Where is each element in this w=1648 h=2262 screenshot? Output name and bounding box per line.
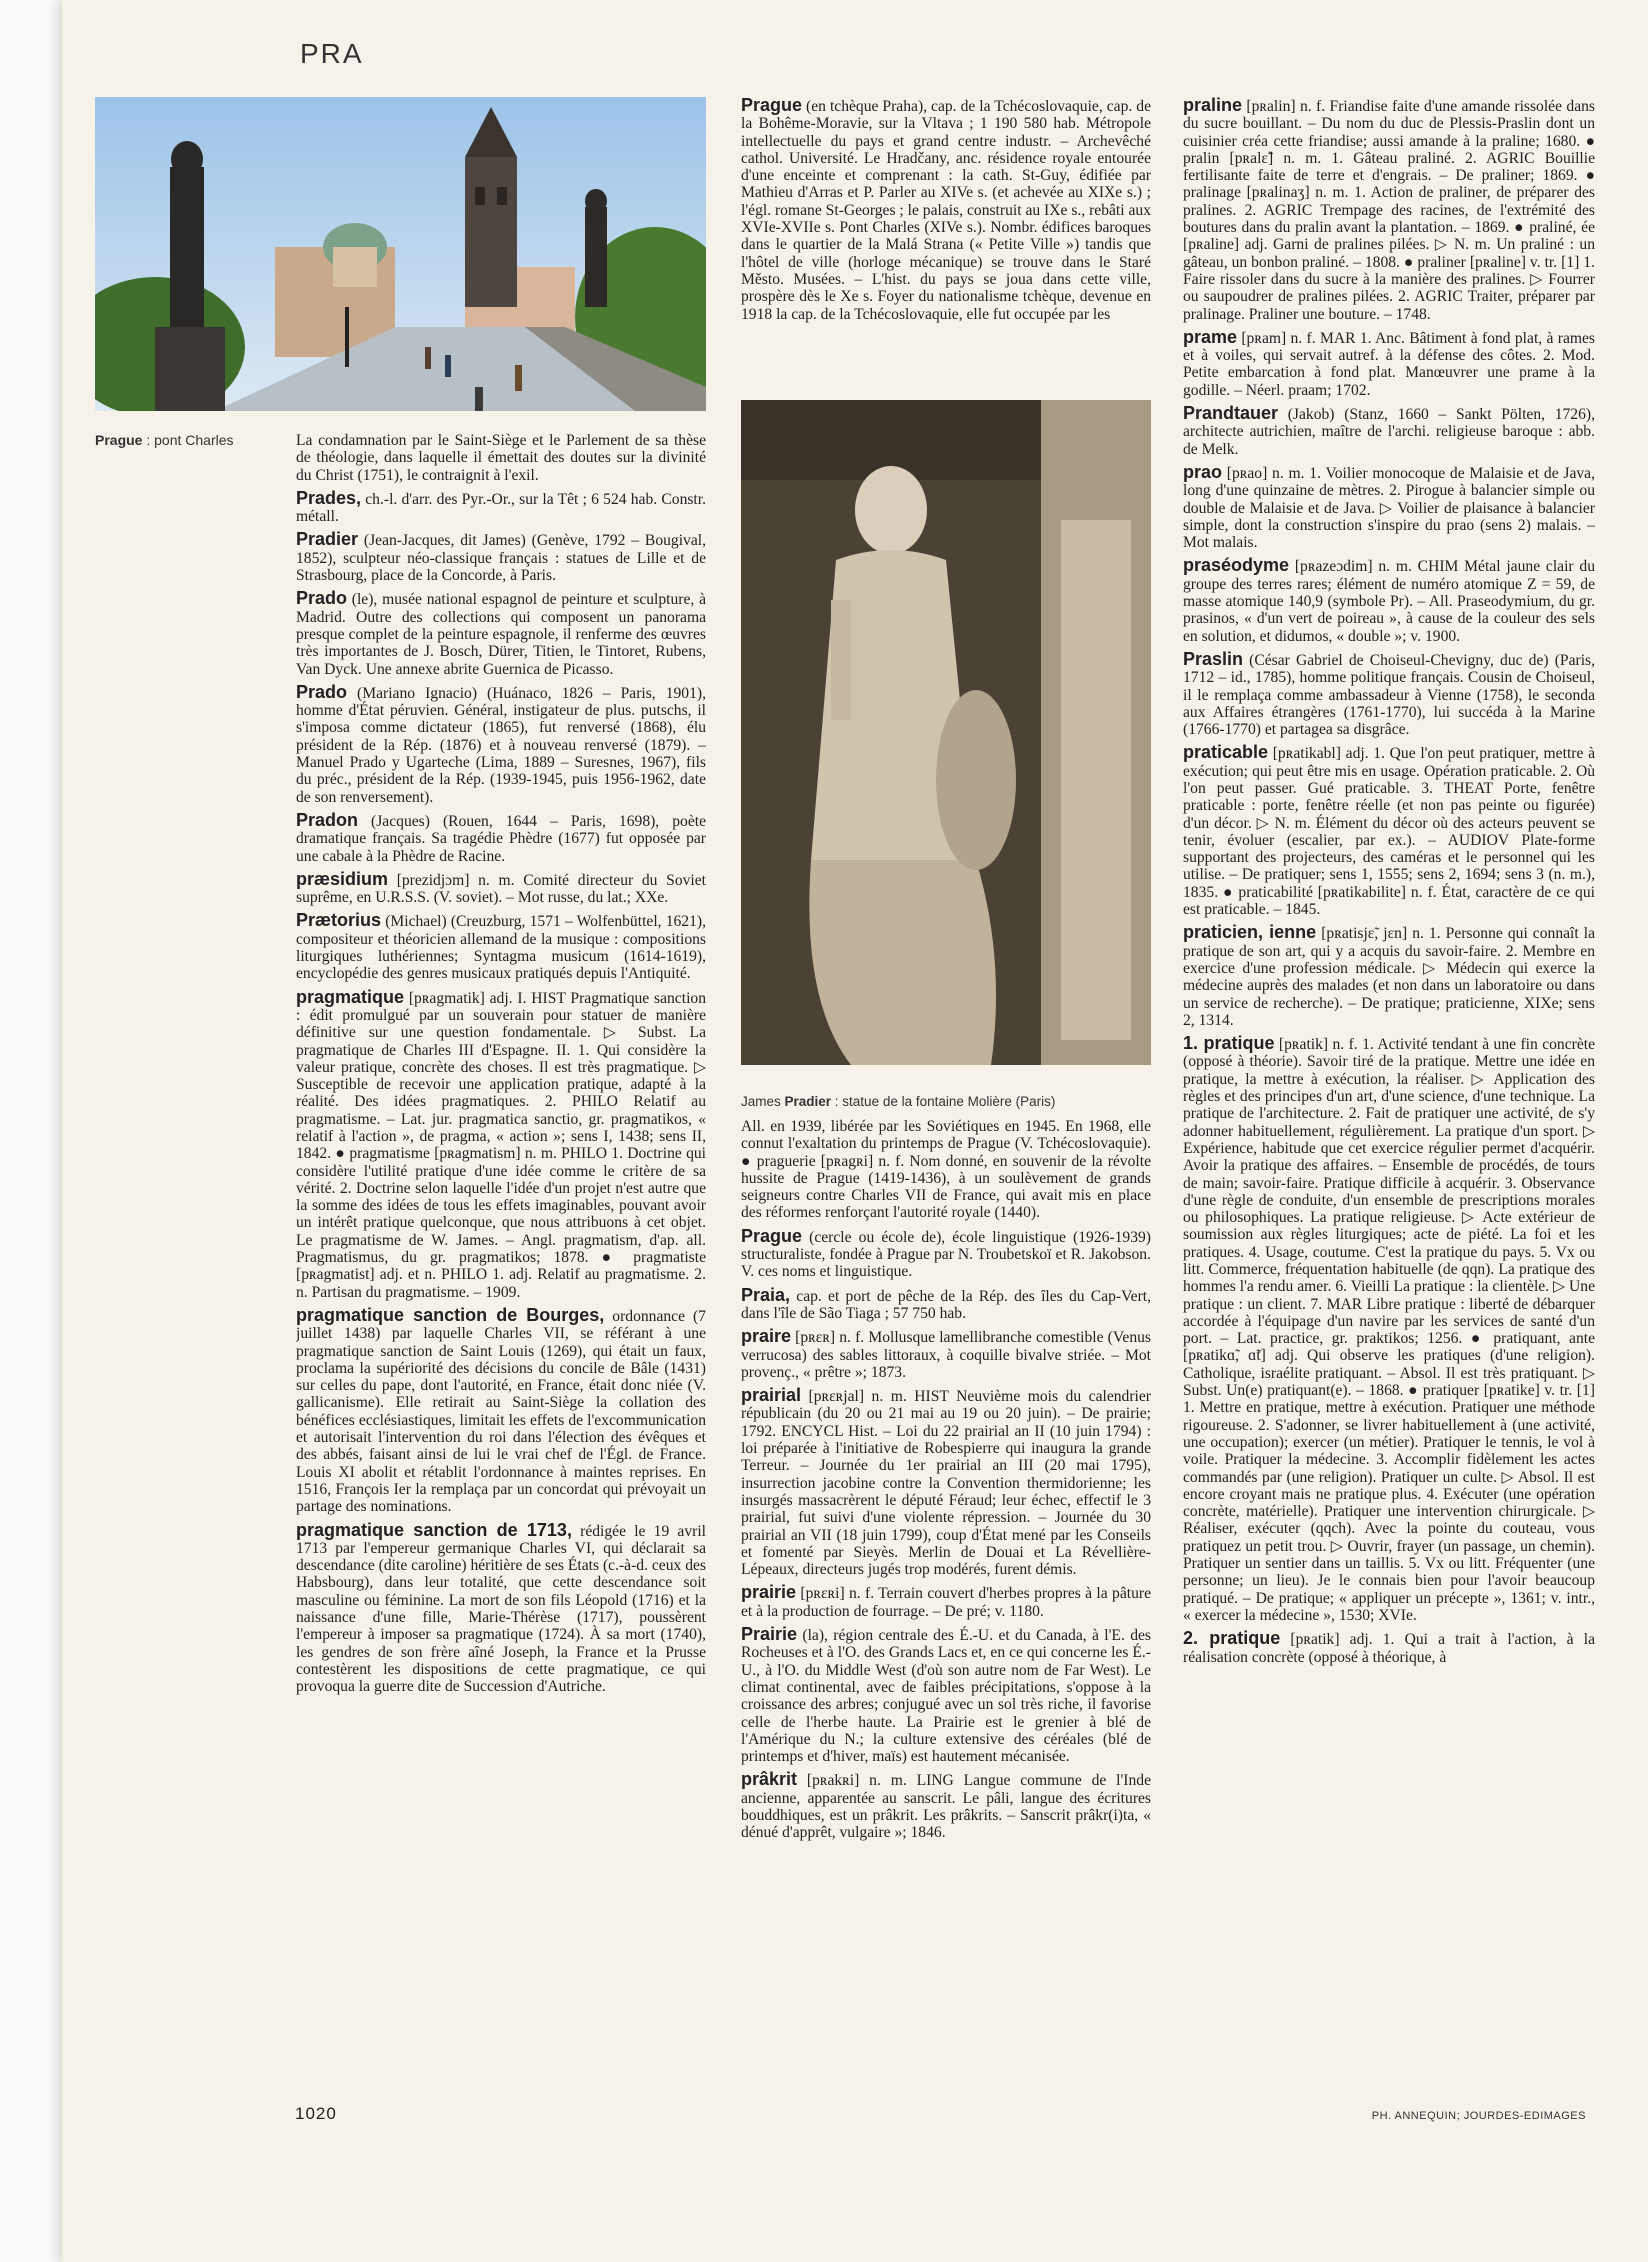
entry-definition: [pʀakʀi] n. m. LING Langue commune de l'Inde ancienne, apparentée au sanscrit. Le pâli, langue des écritures bouddhiques, est un prâkrit. Les prâkrits. – Sanscrit prâkr(i)ta, « dénué d'apprêt, vulgaire »; 1846. [741, 1772, 1151, 1842]
entry-definition: cap. et port de pêche de la Rép. des îles du Cap-Vert, dans l'île de São Tiaga ; 57 750 hab. [741, 1287, 1151, 1322]
entry-definition: All. en 1939, libérée par les Soviétiques en 1945. En 1968, elle connut l'exaltation du printemps de Prague (V. Tchécoslovaquie). ● praguerie [pʀagʀi] n. f. Nom donné, en souvenir de la révolte hussite de Prague (1419-1436), à un soulèvement de grands seigneurs contre Charles VII de France, qui avait mis en place des réformes renforçant l'autorité royale (1440). [741, 1118, 1151, 1222]
entry-headword: 2. pratique [1183, 1628, 1281, 1649]
entry-headword: Prague [741, 97, 803, 115]
entry-definition: [pʀazeɔdim] n. m. CHIM Métal jaune clair du groupe des terres rares; élément de numéro atomique Z = 59, de masse atomique 140,9 (symbole Pr). – All. Praseodymium, du gr. prasinos, « d'un vert de poireau », à cause de la couleur des sels en solution, et didumos, « double »; v. 1900. [1183, 558, 1595, 645]
entry-definition: (Jakob) (Stanz, 1660 – Sankt Pölten, 1726), architecte autrichien, maître de l'archi. religieuse baroque : abb. de Melk. [1183, 406, 1595, 458]
entry-headword: praire [741, 1326, 792, 1347]
dictionary-entry [741, 1328, 1151, 1381]
entry-headword: Prades, [296, 487, 362, 508]
dictionary-entry [1183, 1630, 1595, 1666]
dictionary-entry [1183, 744, 1595, 918]
entry-definition: [pʀalin] n. f. Friandise faite d'une amande rissolée dans du sucre bouillant. – Du nom du duc de Plessis-Praslin dont un cuisinier créa cette friandise; aussi amande à la praline; 1680. ● pralin [pʀalɛ̃] n. m. 1. Gâteau praliné. 2. AGRIC Bouillie fertilisante faite de terre et d'engrais. – De praliner; 1869. ● pralinage [pʀalinaʒ] n. m. 1. Action de praliner, de préparer des pralines. 2. AGRIC Trempage des racines, de l'extrémité des boutures dans du pralin avant la plantation. – 1869. ● praliné, ée [pʀaline] adj. Garni de pralines pilées. ▷ N. m. Un praliné : un gâteau, un bonbon praliné. – 1808. ● praliner [pʀaline] v. tr. [1] 1. Faire rissoler dans du sucre à la manière des pralines. ▷ Fourrer ou saupoudrer de pralines pilées. 2. AGRIC Traiter, préparer par pralinage. Praliner une bouture. – 1748. [1183, 98, 1595, 323]
dictionary-entry [296, 531, 706, 584]
entry-definition: [pʀatik] n. f. 1. Activité tendant à une fin concrète (opposé à théorie). Savoir tiré de la pratique. Mettre une idée en pratique, la mettre à exécution, la réaliser. ▷ Application des règles et des principes d'un art, d'une science, d'une technique. La pratique de l'architecture. 2. Fait de pratiquer une activité, de s'y adonner habituellement, régulièrement. La pratique d'un sport. ▷ Expérience, habitude que cet exercice régulier permet d'acquérir. Avoir la pratique des affaires. – Ensemble de procédés, de tours de main; savoir-faire. Pratique difficile à acquérir. 3. Observance d'une règle de conduite, d'un ensemble de prescriptions morales ou philosophiques. La pratique religieuse. ▷ Acte extérieur de soumission aux règles liturgiques; acte de piété. La foi et les pratiques. 4. Usage, coutume. C'est la pratique du pays. 5. Vx ou litt. Commerce, fréquentation habituelle (de qqn). La pratique des hommes l'a rendu amer. 6. Vieilli La pratique : la clientèle. ▷ Une pratique : un client. 7. MAR Libre pratique : liberté de débarquer accordée à l'équipage d'un navire par les services de santé d'un port. – Lat. practice, gr. praktikos; 1256. ● pratiquant, ante [pʀatikɑ̃, ɑ̃t] adj. Qui observe les pratiques (d'une religion). Catholique, israélite pratiquant. – Absol. Il est très pratiquant. ▷ Subst. Un(e) pratiquant(e). – 1868. ● pratiquer [pʀatike] v. tr. [1] 1. Mettre en pratique, mettre à exécution. Pratiquer une méthode rigoureuse. 2. S'adonner, se livrer habituellement à (une activité, une occupation); exercer (un métier). Pratiquer le tennis, le vol à voile. Pratiquer la médecine. 3. Accomplir fidèlement les actes commandés par (une religion). Pratiquer un culte. ▷ Absol. Il est encore croyant mais ne pratique plus. 4. Exécuter (une opération concrète, matérielle). Pratiquer une intervention chirurgicale. ▷ Réaliser, exécuter (qqch). Avec la pointe du couteau, vous pratiquez un petit trou. ▷ Ouvrir, frayer (un passage, un chemin). Pratiquer un sentier dans un taillis. 5. Vx ou litt. Fréquenter (une personne; un lieu). Je le connais bien pour l'avoir beaucoup pratiqué. – De pratique; « appliquer un précepte », 1361; v. intr., « exercer la médecine », 1530; XVIe. [1183, 1036, 1595, 1624]
caption-prague [95, 432, 234, 448]
entry-definition: [pʀao] n. m. 1. Voilier monocoque de Malaisie et de Java, long d'une quinzaine de mètres. 2. Pirogue à balancier simple ou double de Malaisie et de Java. ▷ Voilier de plaisance à balancier simple, dont la construction s'inspire du prao (sens 2) malais. – Mot malais. [1183, 464, 1595, 552]
entry-headword: Prado [296, 588, 348, 609]
caption-pradier-name: Pradier [784, 1094, 832, 1109]
column-left [296, 432, 706, 2082]
dictionary-entry [1183, 97, 1595, 323]
caption-prague-name: Prague [95, 432, 143, 448]
dictionary-entry [1183, 326, 1595, 399]
column-middle-top [741, 97, 1151, 397]
dictionary-entry [741, 1387, 1151, 1578]
dictionary-entry [296, 590, 706, 677]
entry-definition: (la), région centrale des É.-U. et du Canada, à l'E. des Rocheuses et à l'O. des Grands Lacs et, en ce qui concerne les É.-U., à l'O. du Middle West (d'où son autre nom de Far West). Le climat continental, avec de faibles précipitations, s'oppose à la croissance des arbres; conjugué avec un sol très riche, il favorise celle de l'herbe haute. La Prairie est le grenier à blé de l'Amérique du N.; la culture extensive des céréales (blé de printemps et d'hiver, maïs) est hautement mécanisée. [741, 1627, 1151, 1766]
entry-definition: [pʀagmatik] adj. I. HIST Pragmatique sanction : édit promulgué par un souverain pour statuer de manière définitive sur une question fondamentale. ▷ Subst. La pragmatique de Charles III d'Espagne. II. 1. Qui considère la valeur pratique, concrète des choses. Il est très pragmatique. ▷ Susceptible de recevoir une application pratique, adapté à la réalité. Des idées pragmatiques. 2. PHILO Relatif au pragmatisme. – Lat. jur. pragmatica sanctio, gr. pragmatikos, « relatif à l'action », de pragma, « action »; sens I, 1438; sens II, 1842. ● pragmatisme [pʀagmatism] n. m. PHILO 1. Doctrine qui considère l'utilité pratique d'une idée comme le critère de sa vérité. 2. Doctrine selon laquelle l'idée d'un projet n'est autre que la somme des idées de tous les effets imaginables, pouvant avoir un intérêt pratique quelconque, que nous attribuons à cet objet. Le pragmatisme de W. James. – Angl. pragmatism, d'ap. all. Pragmatismus, du gr. pragmatikos; 1878. ● pragmatiste [pʀagmatist] adj. et n. PHILO 1. adj. Relatif au pragmatisme. 2. n. Partisan du pragmatisme. – 1909. [296, 989, 706, 1301]
entry-definition: [pʀatik] adj. 1. Qui a trait à l'action, à la réalisation concrète (opposé à théorique, à [1183, 1631, 1595, 1666]
entry-headword: Praslin [1183, 648, 1244, 669]
entry-definition: (Jacques) (Rouen, 1644 – Paris, 1698), poète dramatique français. Sa tragédie Phèdre (1677) fut opposée par une cabale à la Phèdre de Racine. [296, 812, 706, 865]
entry-headword: Prandtauer [1183, 403, 1279, 424]
entry-headword: praline [1183, 97, 1243, 115]
dictionary-entry [296, 487, 706, 526]
page-running-head: PRA [300, 38, 364, 69]
caption-pradier-rest: : statue de la fontaine Molière (Paris) [831, 1094, 1056, 1109]
entry-definition: (le), musée national espagnol de peinture et sculpture, à Madrid. Outre des collections qui composent un panorama presque complet de la peinture espagnole, il renferme des œuvres très importantes de J. Bosch, Dürer, Titien, le Tintoret, Rubens, Van Dyck. Une annexe abrite Guernica de Picasso. [296, 591, 706, 678]
entry-headword: prame [1183, 326, 1238, 347]
dictionary-entry [296, 912, 706, 982]
dictionary-entry [1183, 648, 1595, 739]
entry-definition: (en tchèque Praha), cap. de la Tchécoslovaquie, cap. de la Bohême-Moravie, sur la Vltava ; 1 190 580 hab. Métropole intellectuelle du pays et grand centre industr. – Archevêché cathol. Université. Le Hradčany, anc. résidence royale entourée d'une enceinte et comprenant : la cath. St-Guy, édifiée par Mathieu d'Arras et P. Parler au XIVe s. (et achevée au XIXe s.) ; l'égl. romane St-Georges ; le palais, construit au IXe s., rebâti aux XVIe-XVIIe s. Pont Charles (XIVe s.). Nombr. édifices baroques dans le quartier de la Malá Strana (« Petite Ville ») tandis que l'hôtel de ville (horloge mécanique) se trouve dans le Staré Město. Musées. – L'hist. du pays se joua dans cette ville, prospère dès le Xe s. Foyer du nationalisme tchèque, devenue en 1918 la cap. de la Tchécoslovaquie, elle fut occupée par les [741, 98, 1151, 323]
entry-headword: Prairie [741, 1624, 798, 1645]
entry-definition: (cercle ou école de), école linguistique (1926-1939) structuraliste, fondée à Prague par N. Troubetskoï et R. Jakobson. V. ces noms et linguistique. [741, 1228, 1151, 1281]
entry-definition: (Jean-Jacques, dit James) (Genève, 1792 – Bougival, 1852), sculpteur néo-classique français : statues de Lille et de Strasbourg, place de la Concorde, à Paris. [296, 532, 706, 585]
dictionary-entry [296, 868, 706, 907]
entry-headword: pragmatique sanction de Bourges, [296, 1304, 605, 1325]
entry-headword: Prado [296, 681, 348, 702]
entry-headword: prairie [741, 1582, 797, 1603]
entry-definition: (Michael) (Creuzburg, 1571 – Wolfenbüttel, 1621), compositeur et théoricien allemand de la musique : compositions liturgiques luthériennes; Syntagma musicum (1614-1619), encyclopédie des genres musicaux pratiqués depuis l'Antiquité. [296, 913, 706, 983]
dictionary-entry [296, 1519, 706, 1696]
scan-left-edge [0, 0, 63, 2262]
dictionary-entry [741, 1225, 1151, 1281]
dictionary-entry [741, 97, 1151, 323]
entry-definition: (César Gabriel de Choiseul-Chevigny, duc de) (Paris, 1712 – id., 1785), homme politique français. Cousin de Choiseul, il le remplaça comme ambassadeur à Vienne (1758), le seconda aux Affaires étrangères (1761-1770), lui succéda à la Marine (1766-1770) et partagea sa disgrâce. [1183, 651, 1595, 739]
statue-illustration [741, 400, 1151, 1065]
photo-credit: PH. ANNEQUIN; JOURDES-EDIMAGES [1371, 2110, 1586, 2122]
dictionary-entry [741, 1284, 1151, 1323]
entry-definition: [pʀatikabl] adj. 1. Que l'on peut pratiquer, mettre à exécution; qui peut être mis en usage. Opération praticable. 2. Où l'on peut passer. Gué praticable. 3. THEAT Porte, fenêtre praticable : porte, fenêtre réelle (et non pas peinte ou figurée) d'un décor. ▷ N. m. Élément du décor où des acteurs peuvent se tenir, évoluer (escalier, par ex.). – AUDIOV Plate-forme supportant des projecteurs, des caméras et le personnel qui les utilise. – De pratiquer; sens 1, 1555; sens 2, 1694; sens 3 (n. m.), 1835. ● praticabilité [pʀatikabilite] n. f. État, caractère de ce qui est praticable. – 1845. [1183, 745, 1595, 919]
entry-headword: prâkrit [741, 1769, 798, 1790]
dictionary-entry [296, 809, 706, 865]
entry-headword: Praia, [741, 1284, 791, 1305]
column-right [1183, 97, 1595, 2087]
entry-definition: ch.-l. d'arr. des Pyr.-Or., sur la Têt ; 6 524 hab. Constr. métall. [296, 490, 706, 526]
dictionary-entry [296, 432, 706, 484]
photo-prague-charles-bridge [95, 97, 706, 411]
entry-headword: 1. pratique [1183, 1033, 1275, 1054]
caption-pradier-pre: James [741, 1094, 785, 1109]
entry-definition: [pʀɛʀi] n. f. Terrain couvert d'herbes propres à la pâture et à la production de fourrage. – De pré; v. 1180. [741, 1585, 1151, 1620]
entry-headword: Prætorius [296, 910, 382, 931]
entry-headword: praticien, ienne [1183, 922, 1317, 943]
page-number: 1020 [295, 2104, 337, 2123]
entry-headword: praséodyme [1183, 555, 1290, 576]
prague-illustration [95, 97, 706, 411]
photo-pradier-statue [741, 400, 1151, 1065]
dictionary-entry [296, 986, 706, 1301]
dictionary-entry [296, 681, 706, 806]
dictionary-entry [741, 1771, 1151, 1841]
entry-headword: pragmatique [296, 986, 405, 1007]
entry-headword: praticable [1183, 742, 1269, 763]
entry-definition: (Mariano Ignacio) (Huánaco, 1826 – Paris, 1901), homme d'État péruvien. Général, instigateur de plus. putschs, il s'imposa comme dictateur (1865), fut renversé (1868), élu président de la Rép. (1876) et à nouveau renversé (1879). – Manuel Prado y Ugarteche (Lima, 1889 – Suresnes, 1967), fils du préc., président de la Rép. (1939-1945, puis 1956-1962, date de son renversement). [296, 684, 706, 806]
entry-definition: ordonnance (7 juillet 1438) par laquelle Charles VII, se référant à une pragmatique sanction de Saint Louis (1269), qui était un faux, proclama la supériorité des décisions du concile de Bâle (1431) sur celles du pape, dont l'autorité, en France, était donc niée (V. gallicanisme). Elle retirait au Saint-Siège la collation des bénéfices ecclésiastiques, limitait les effets de l'excommunication et autorisait l'intervention du roi dans l'élection des évêques et des abbés, faisant ainsi de lui le vrai chef de l'Égl. de France. Louis XI abolit et rétablit l'ordonnance à maintes reprises. En 1516, François Ier la remplaça par un concordat qui prévoyait un partage des nominations. [296, 1307, 706, 1516]
entry-definition: La condamnation par le Saint-Siège et le Parlement de sa thèse de théologie, dans laquelle il émettait des doutes sur la divinité du Christ (1751), le contraignit à l'exil. [296, 432, 706, 484]
entry-definition: [pʀɛʀ] n. f. Mollusque lamellibranche comestible (Venus verrucosa) des sables littoraux, à coquille bivalve striée. – Mot provenç., « prêtre »; 1873. [741, 1329, 1151, 1381]
entry-headword: Pradier [296, 529, 359, 550]
entry-headword: præsidium [296, 868, 389, 889]
caption-pradier [741, 1094, 1055, 1109]
dictionary-entry [741, 1626, 1151, 1765]
dictionary-entry [1183, 924, 1595, 1029]
dictionary-entry [1183, 405, 1595, 458]
dictionary-entry [1183, 1035, 1595, 1624]
entry-headword: Prague [741, 1225, 803, 1246]
dictionary-entry [741, 1118, 1151, 1222]
column-middle-bottom [741, 1118, 1151, 2093]
dictionary-entry [741, 1584, 1151, 1620]
dictionary-entry [1183, 557, 1595, 644]
dictionary-entry [1183, 461, 1595, 552]
entry-headword: pragmatique sanction de 1713, [296, 1519, 572, 1540]
entry-headword: Pradon [296, 809, 359, 830]
entry-definition: [pʀɛʀjal] n. m. HIST Neuvième mois du calendrier républicain (du 20 ou 21 mai au 19 ou 20 juin). – De prairie; 1792. ENCYCL Hist. – Loi du 22 prairial an II (10 juin 1794) : loi préparée à l'initiative de Robespierre qui inaugura la grande Terreur. – Journée du 1er prairial an III (20 mai 1795), insurrection jacobine contre la Convention thermidorienne; les insurgés massacrèrent le député Féraud; leur échec, effectif le 3 prairial, fut suivi d'une violente répression. – Journée du 30 prairial an VII (18 juin 1799), coup d'État mené par les Conseils et fomenté par Sieyès. Merlin de Douai et La Révellière-Lépeaux, directeurs jugés trop modérés, furent démis. [741, 1388, 1151, 1579]
entry-headword: prairial [741, 1385, 802, 1406]
entry-definition: [pʀam] n. f. MAR 1. Anc. Bâtiment à fond plat, à rames et à voiles, qui servait autref. à la défense des côtes. 2. Mod. Petite embarcation à fond plat. Manœuvrer une prame à la godille. – Néerl. praam; 1702. [1183, 329, 1595, 399]
entry-definition: rédigée le 19 avril 1713 par l'empereur germanique Charles VI, qui déclarait sa descendance (dite caroline) héritière de ses États (c.-à-d. ceux des Habsbourg), dans leur totalité, que cette descendance soit masculine ou féminine. La mort de son fils Léopold (1716) et la naissance d'une fille, Marie-Thérèse (1717), poussèrent l'empereur à imposer sa pragmatique (1724). À sa mort (1740), les gendres de son frère aîné Joseph, la France et la Prusse contestèrent les dispositions de cette pragmatique, ce qui provoqua la guerre dite de Succession d'Autriche. [296, 1522, 706, 1696]
entry-definition: [pʀatisjɛ̃, jɛn] n. 1. Personne qui connaît la pratique de son art, qui y a acquis du savoir-faire. 2. Membre en exercice d'une profession médicale. ▷ Médecin qui exerce la médecine auprès des malades (et non dans un laboratoire ou dans un service de recherche). – De pratique; praticienne, XIXe; sens 2, 1314. [1183, 925, 1595, 1029]
entry-definition: [prezidjɔm] n. m. Comité directeur du Soviet suprême, en U.R.S.S. (V. soviet). – Mot russe, du lat.; XXe. [296, 871, 706, 907]
dictionary-entry [296, 1304, 706, 1516]
entry-headword: prao [1183, 461, 1223, 482]
caption-prague-rest: : pont Charles [142, 432, 234, 448]
